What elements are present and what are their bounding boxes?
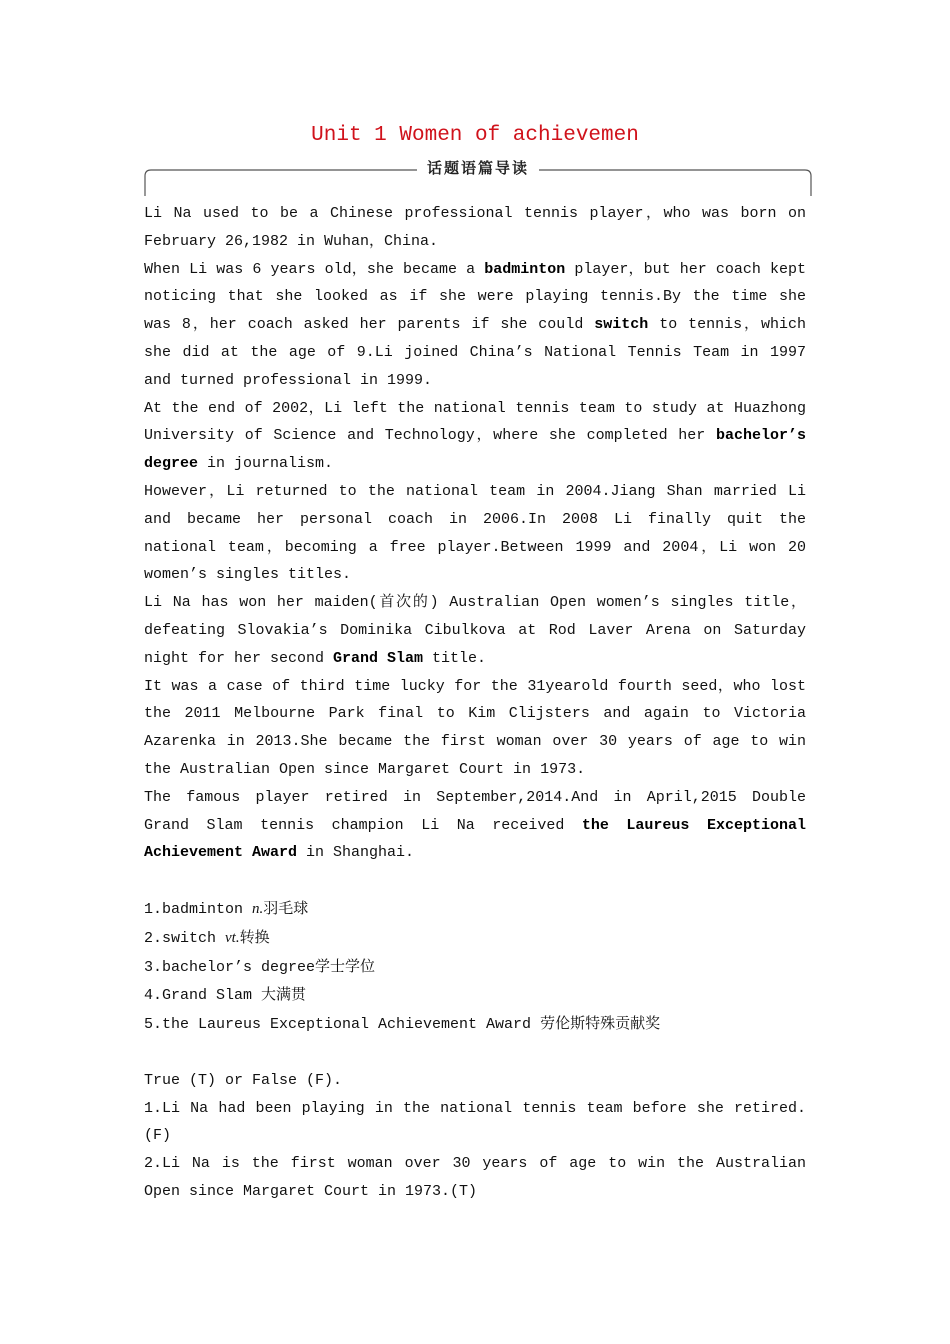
reading-passage <box>144 200 806 1206</box>
keyword-switch: switch <box>594 316 649 334</box>
banner-label: 话题语篇导读 <box>417 159 539 177</box>
paragraph-1: Li Na used to be a Chinese professional tennis player，who was born on February 26,1982 in Wuhan，China. <box>144 205 806 250</box>
vocab-item: 2.switch vt.转换 <box>144 927 270 947</box>
section-banner <box>144 156 812 196</box>
vocabulary-list <box>144 895 806 1039</box>
vocab-item: 4.Grand Slam 大满贯 <box>144 985 307 1005</box>
paragraph-7: The famous player retired in September,2014.And in April,2015 Double Grand Slam tennis champion Li Na received the Laureus Exceptional Achievement Award in Shanghai. <box>144 788 806 862</box>
paragraph-5: Li Na has won her maiden(首次的) Australian Open women’s singles title，defeating Slovakia’s Dominika Cibulkova at Rod Laver Arena on Saturday night for her second Grand Slam title. <box>144 594 806 667</box>
paragraph-4: However，Li returned to the national team in 2004.Jiang Shan married Li and became her personal coach in 2006.In 2008 Li finally quit the national team，becoming a free player.Between 1999 and 2004，Li won 20 women’s singles titles. <box>144 482 806 584</box>
vocab-item: 5.the Laureus Exceptional Achievement Award 劳伦斯特殊贡献奖 <box>144 1014 661 1034</box>
paragraph-3: At the end of 2002，Li left the national tennis team to study at Huazhong University of Science and Technology，where she completed her bachelor’s degree in journalism. <box>144 399 806 473</box>
keyword-badminton: badminton <box>484 260 566 278</box>
exercise-question-1: 1.Li Na had been playing in the national tennis team before she retired.(F) <box>144 1099 806 1145</box>
keyword-bachelors-degree: bachelor’s degree <box>144 427 806 473</box>
exercise-question-2: 2.Li Na is the first woman over 30 years of age to win the Australian Open since Margaret Court in 1973.(T) <box>144 1155 806 1200</box>
exercise-heading: True (T) or False (F). <box>144 1071 343 1089</box>
keyword-grand-slam: Grand Slam <box>333 649 424 667</box>
keyword-laureus-award: the Laureus Exceptional Achievement Award <box>144 816 806 862</box>
paragraph-2: When Li was 6 years old，she became a badminton player，but her coach kept noticing that she looked as if she were playing tennis.By the time she was 8，her coach asked her parents if she could switch to tennis，which she did at the age of 9.Li joined China’s National Tennis Team in 1997 and turned professional in 1999. <box>144 260 806 389</box>
vocab-item: 3.bachelor’s degree学士学位 <box>144 956 376 976</box>
vocab-item: 1.badminton n.羽毛球 <box>144 898 309 918</box>
page-title: Unit 1 Women of achievemen <box>311 124 639 147</box>
paragraph-6: It was a case of third time lucky for the 31yearold fourth seed，who lost the 2011 Melbourne Park final to Kim Clijsters and again to Victoria Azarenka in 2013.She became the first woman over 30 years of age to win the Australian Open since Margaret Court in 1973. <box>144 677 806 778</box>
true-false-exercise <box>144 1067 806 1206</box>
